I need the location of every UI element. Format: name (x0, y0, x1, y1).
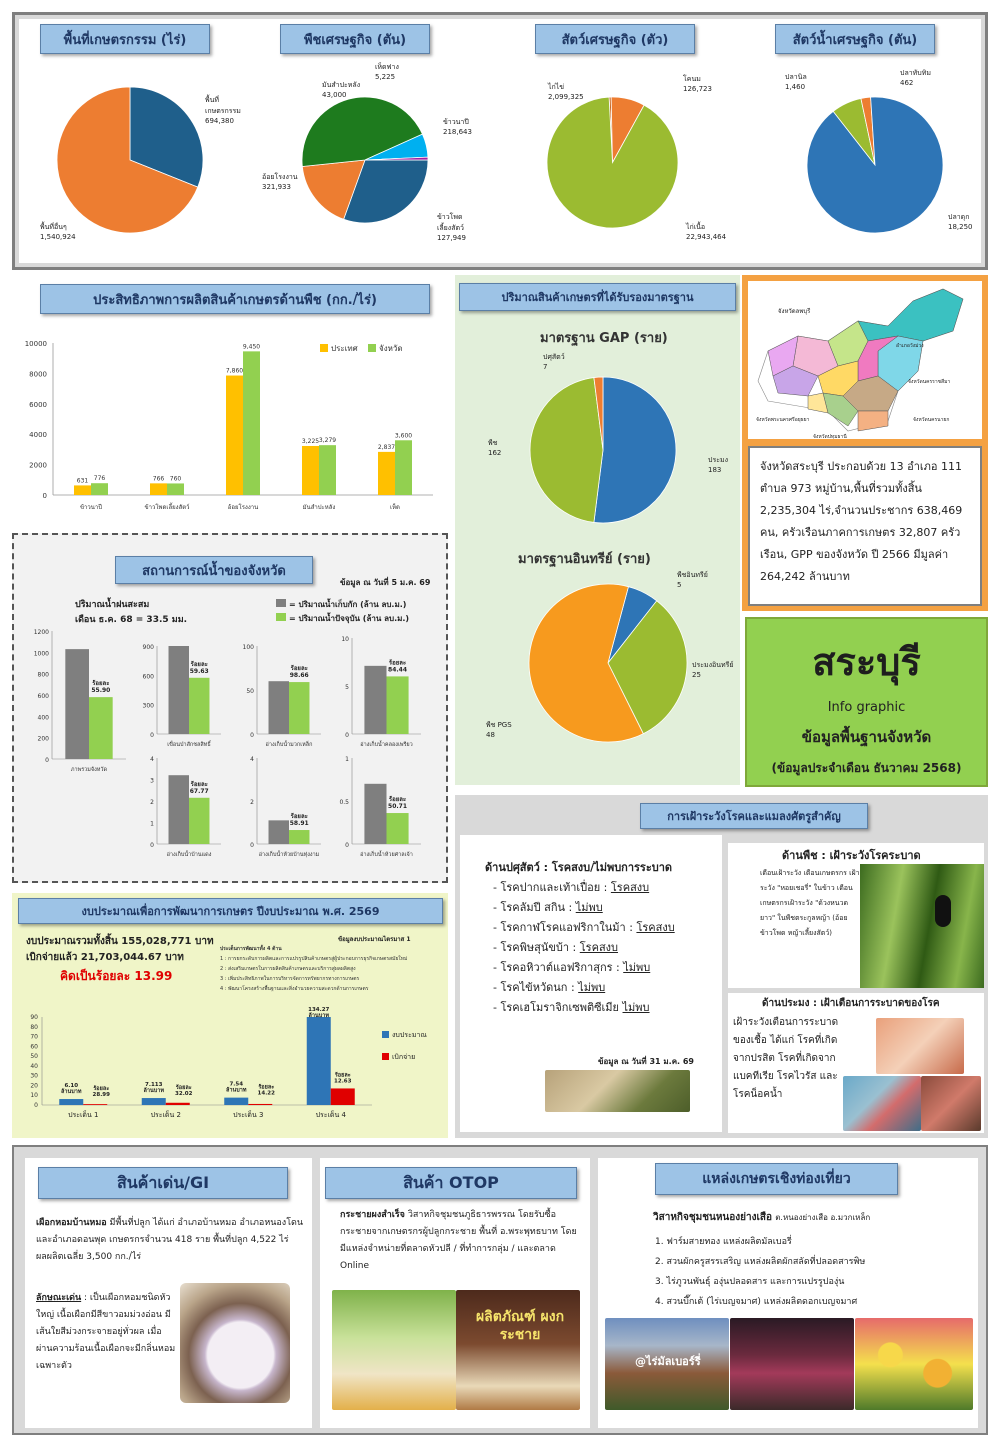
spent-bar (166, 1103, 190, 1105)
map-label-3: จังหวัดพระนครศรีอยุธยา (756, 417, 810, 423)
budget-category-label: ประเด็น 2 (150, 1111, 181, 1119)
bar-panel-title: ประสิทธิภาพการผลิตสินค้าเกษตรด้านพืช (กก./ไร่) (40, 284, 430, 314)
plant-text: เตือนเฝ้าระวัง เตือนเกษตรกร เฝ้าระวัง "หอยเชอรี่" ในข้าว เตือนเกษตรกรเฝ้าระวัง "ด้วงหนวดยาว" ในพืชตระกูลหญ้า (อ้อย ข้าวโพด หญ้าเลี้ยงสัตว์) (760, 869, 860, 937)
map-label-2: จังหวัดนครราชสีมา (908, 379, 951, 385)
legend-swatch (368, 344, 376, 352)
y-tick-label: 8000 (29, 370, 47, 379)
otop-title: สินค้า OTOP (325, 1167, 577, 1199)
pie-agri-area (55, 80, 205, 240)
water-storage-bar (169, 775, 189, 844)
water-current-bar (189, 678, 209, 734)
province-map (748, 281, 982, 439)
budget-value-label: 6.10 (64, 1083, 79, 1090)
disease-title: การเฝ้าระวังโรคและแมลงศัตรูสำคัญ (640, 803, 868, 829)
spent-pct-value: 32.02 (175, 1091, 193, 1098)
pie-gap (528, 375, 678, 525)
budget-y-tick: 20 (30, 1082, 38, 1090)
livestock-item: - โรคกาฬโรคแอฟริกาในม้า : โรคสงบ (493, 921, 675, 934)
bar-value-label: 766 (152, 475, 165, 483)
disease-date: ข้อมูล ณ วันที่ 31 ม.ค. 69 (598, 1057, 694, 1066)
water-tick: 0 (150, 732, 154, 739)
budget-unit-label: ล้านบาท (308, 1013, 329, 1019)
budget-legend-label: เบิกจ่าย (392, 1053, 416, 1061)
water-storage-bar (364, 666, 386, 734)
budget-value-label: 7.113 (145, 1082, 163, 1089)
pie1-title: พื้นที่เกษตรกรรม (ไร่) (40, 24, 210, 54)
otop-text: กระชายผงสำเร็จ วิสาหกิจชุมชนภูธิธารพรรณ โดยรับซื้อกระชายจากเกษตรกรผู้ปลูกกระชาย พื้นที่ อ.พระพุทธบาท โดยมีแหล่งจำหน่ายที่ตลาดหัวปลี / ที่ทำการกลุ่ม / และตลาด Online (340, 1210, 577, 1271)
budget-bar (59, 1099, 83, 1105)
budget-y-tick: 40 (30, 1062, 38, 1070)
water-pct-word: ร้อยละ (92, 680, 110, 688)
p3-lbl-layer: ไก่ไข่ 2,099,325 (548, 83, 584, 101)
fish-photo-3 (921, 1076, 981, 1131)
water-title: สถานการณ์น้ำของจังหวัด (115, 556, 313, 584)
legend-label: ประเทศ (331, 344, 358, 353)
map-box (748, 281, 982, 439)
pie-aquatic (805, 95, 945, 235)
water-pct-value: 50.71 (388, 803, 408, 811)
budget-unit-label: ล้านบาท (226, 1087, 247, 1094)
y-tick-label: 10000 (24, 340, 47, 348)
budget-legend-swatch (382, 1031, 389, 1038)
bar (150, 483, 167, 495)
water-tick: 200 (37, 735, 49, 743)
fish-photo-1 (876, 1018, 964, 1074)
water-current-bar (387, 813, 409, 844)
budget-y-tick: 30 (30, 1072, 38, 1080)
bar-value-label: 776 (93, 475, 106, 483)
crop-yield-bar-chart (15, 328, 445, 523)
budget-y-tick: 90 (30, 1014, 38, 1021)
x-category-label: ข้าวนาปี (79, 504, 103, 511)
pie-livestock (545, 95, 680, 230)
bar (243, 351, 260, 495)
water-date: ข้อมูล ณ วันที่ 5 ม.ค. 69 (340, 578, 431, 587)
gap-lbl-livestock: ปศุสัตว์ 7 (543, 353, 565, 371)
tour-head: วิสาหกิจชุมชนหนองย่างเสือ ต.หนองย่างเสือ อ.มวกเหล็ก (653, 1212, 871, 1223)
water-chart-label: อ่างเก็บน้ำห้วยศาลเจ้า (360, 852, 413, 858)
water-legend: = ปริมาณน้ำเก็บกัก (ล้าน ลบ.ม.) = ปริมาณน้ำปัจจุบัน (ล้าน ลบ.ม.) (276, 598, 409, 626)
pie2-title: พืชเศรษฐกิจ (ตัน) (280, 24, 430, 54)
water-tick: 1 (150, 820, 154, 828)
gap-lbl-fishery: ประมง 183 (708, 456, 728, 474)
water-pct-value: 55.90 (91, 687, 111, 695)
bar (74, 485, 91, 495)
budget-y-tick: 70 (30, 1033, 38, 1041)
p1-lbl-other: พื้นที่อื่นๆ 1,540,924 (40, 223, 76, 241)
water-tick: 100 (242, 644, 254, 651)
water-pct-word: ร้อยละ (388, 796, 407, 804)
budget-y-tick: 80 (30, 1023, 38, 1031)
bar (319, 445, 336, 495)
water-pct-word: ร้อยละ (290, 665, 308, 673)
gi-title: สินค้าเด่น/GI (38, 1167, 288, 1199)
water-tick: 1 (345, 756, 349, 763)
water-tick: 900 (142, 644, 154, 651)
map-label-1: จังหวัดลพบุรี (778, 308, 811, 315)
water-tick: 4 (250, 756, 254, 763)
budget-bar (224, 1098, 248, 1105)
y-tick-label: 4000 (29, 431, 47, 440)
water-tick: 1200 (33, 629, 49, 636)
water-tick: 800 (37, 671, 49, 679)
p2-lbl-mushroom: เห็ดฟาง 5,225 (375, 63, 399, 81)
aquatic-slice (807, 97, 943, 233)
water-tick: 300 (142, 702, 154, 710)
water-chart-huaysanchao (330, 752, 425, 860)
water-chart-label: อ่างเก็บน้ำมวกเหล็ก (265, 742, 313, 748)
budget-category-label: ประเด็น 3 (233, 1111, 264, 1119)
beetle-shape (935, 895, 951, 927)
spent-pct-word: ร้อยละ (175, 1085, 192, 1092)
water-storage-bar (65, 649, 89, 759)
water-chart-overall (30, 625, 130, 775)
budget-bar-chart (20, 995, 440, 1133)
spent-bar (83, 1104, 107, 1105)
bar (91, 483, 108, 495)
water-tick: 0 (250, 842, 254, 849)
p2-lbl-rice: ข้าวนาปี 218,643 (443, 118, 472, 136)
p4-lbl-catfish: ปลาดุก 18,250 (948, 213, 973, 231)
water-tick: 10 (341, 636, 349, 643)
livestock-item: - โรคพิษสุนัขบ้า : โรคสงบ (493, 941, 619, 954)
water-pct-word: ร้อยละ (190, 780, 208, 788)
x-category-label: มันสำปะหลัง (302, 504, 336, 511)
organic-title: มาตรฐานอินทรีย์ (ราย) (518, 552, 651, 567)
budget-title: งบประมาณเพื่อการพัฒนาการเกษตร ปีงบประมาณ พ.ศ. 2569 (18, 898, 443, 924)
gap-title: มาตรฐาน GAP (ราย) (540, 331, 668, 346)
p4-lbl-redtilapia: ปลาทับทิม 462 (900, 69, 931, 87)
water-pct-word: ร้อยละ (190, 660, 208, 668)
water-tick: 1000 (33, 650, 49, 658)
legend-swatch (320, 344, 328, 352)
gi-text: เผือกหอมบ้านหมอ มีพื้นที่ปลูก ได้แก่ อำเภอบ้านหมอ อำเภอหนองโดน และอำเภอดอนพุด เกษตรกรจำนวน 418 ราย พื้นที่ปลูก 4,522 ไร่ ผลผลิตเฉลี่ย 3,500 กก./ไร่ (36, 1218, 304, 1262)
otop-photo-caption: ผลิตภัณฑ์ ผงกระชาย (475, 1309, 565, 1343)
p3-lbl-broiler: ไก่เนื้อ 22,943,464 (686, 223, 727, 241)
bar (395, 440, 412, 495)
beetle-photo (860, 864, 984, 988)
spent-pct-word: ร้อยละ (334, 1072, 351, 1079)
water-tick: 0 (250, 732, 254, 739)
bar (226, 376, 243, 495)
water-tick: 3 (150, 777, 154, 785)
tour-photo-2 (730, 1318, 854, 1410)
livestock-item: - โรคอหิวาต์แอฟริกาสุกร : ไม่พบ (493, 961, 651, 974)
water-current-bar (289, 682, 309, 734)
livestock-item: - โรคปากและเท้าเปื่อย : โรคสงบ (493, 881, 650, 894)
map-label-0: อำเภอวังม่วง (896, 343, 924, 349)
gap-slice (530, 378, 603, 523)
p1-lbl-agri: พื้นที่ เกษตรกรรม 694,380 (205, 96, 241, 125)
water-current-bar (89, 697, 113, 759)
tour-title: แหล่งเกษตรเชิงท่องเที่ยว (655, 1163, 898, 1195)
fish-photo-2 (843, 1076, 921, 1131)
spent-pct-word: ร้อยละ (93, 1086, 110, 1093)
water-storage-bar (169, 646, 189, 734)
bar-value-label: 7,860 (225, 367, 244, 375)
y-tick-label: 0 (42, 492, 47, 500)
spent-pct-value: 14.22 (257, 1090, 275, 1097)
water-tick: 600 (142, 673, 154, 681)
water-pct-word: ร้อยละ (388, 659, 407, 667)
spent-bar (331, 1088, 355, 1105)
y-tick-label: 2000 (29, 461, 47, 470)
bar-value-label: 3,600 (394, 432, 413, 440)
water-storage-bar (364, 784, 386, 844)
water-tick: 4 (150, 756, 154, 763)
y-tick-label: 6000 (29, 400, 47, 409)
p3-lbl-dairy: โคนม 126,723 (683, 75, 712, 93)
pie-organic (527, 582, 689, 744)
org-lbl-pgs: พืช PGS 48 (486, 721, 512, 739)
org-lbl-plant: พืชอินทรีย์ 5 (677, 571, 708, 589)
map-label-4: จังหวัดนครนายก (913, 417, 950, 423)
water-tick: 2 (250, 799, 254, 806)
pie4-title: สัตว์น้ำเศรษฐกิจ (ตัน) (775, 24, 935, 54)
budget-total: งบประมาณรวมทั้งสิ้น 155,028,771 บาท (26, 936, 214, 947)
water-tick: 50 (246, 688, 254, 695)
bar-value-label: 3,279 (318, 437, 337, 445)
spent-bar (248, 1104, 272, 1105)
livestock-list (493, 878, 675, 1018)
water-pct-value: 59.63 (189, 667, 209, 675)
water-tick: 0 (345, 842, 349, 849)
water-tick: 5 (345, 684, 349, 691)
p2-lbl-cassava: มันสำปะหลัง 43,000 (322, 81, 361, 99)
water-chart-huaybanthung (235, 752, 325, 860)
water-chart-label: ภาพรวมจังหวัด (70, 767, 108, 773)
bar-value-label: 631 (76, 477, 89, 485)
water-chart-khlongphriao (330, 632, 425, 750)
budget-pct: คิดเป็นร้อยละ 13.99 (60, 969, 173, 983)
budget-y-tick: 0 (34, 1102, 38, 1109)
budget-source: ข้อมูลงบประมาณไตรมาส 1 (338, 936, 411, 943)
x-category-label: อ้อยโรงงาน (227, 504, 259, 511)
water-chart-label: อ่างเก็บน้ำคลองเพรียว (360, 742, 413, 748)
p2-lbl-maize: ข้าวโพด เลี้ยงสัตว์ 127,949 (437, 213, 466, 242)
water-tick: 0.5 (339, 799, 349, 806)
fish-text: เฝ้าระวังเตือนการระบาด ของเชื้อ ได้แก่ โรคที่เกิดจากปรสิต โรคที่เกิดจาก แบคทีเรีย โรคไวรัส และ โรคน็อคน้ำ (733, 1017, 839, 1100)
tour-photo-caption: @ไร่มัลเบอร์รี่ (635, 1355, 701, 1368)
plant-title: ด้านพืช : เฝ้าระวังโรคระบาด (782, 849, 921, 862)
water-pct-value: 98.66 (289, 672, 309, 680)
water-tick: 2 (150, 799, 154, 806)
water-current-bar (189, 798, 209, 844)
budget-spent: เบิกจ่ายแล้ว 21,703,044.67 บาท (26, 952, 184, 963)
banner-sub: Info graphic (827, 700, 906, 715)
water-tick: 400 (37, 714, 49, 722)
water-current-bar (387, 676, 409, 734)
spent-pct-word: ร้อยละ (258, 1084, 275, 1091)
water-current-bar (289, 830, 309, 844)
water-chart-bandaeng (135, 752, 225, 860)
water-pct-value: 84.44 (388, 666, 408, 674)
water-tick: 0 (345, 732, 349, 739)
budget-value-label: 7.54 (229, 1081, 244, 1088)
water-chart-pasak (135, 640, 225, 750)
budget-bar (142, 1098, 166, 1105)
tour-photo-3 (855, 1318, 973, 1410)
livestock-item: - โรคเฮโมราจิกเซพติซีเมีย ไม่พบ (493, 1001, 650, 1014)
water-pct-value: 58.91 (289, 820, 309, 828)
otop-photo-1 (332, 1290, 456, 1410)
province-info: จังหวัดสระบุรี ประกอบด้วย 13 อำเภอ 111 ตำบล 973 หมู่บ้าน,พื้นที่รวมทั้งสิ้น 2,235,304 ไร่,จำนวนประชากร 638,469 คน, ครัวเรือนภาคการเกษตร 32,807 ครัวเรือน, GPP ของจังหวัด ปี 2566 มีมูลค่า 264,242 ล้านบาท (748, 446, 982, 606)
livestock-item: - โรคไข้หวัดนก : ไม่พบ (493, 981, 606, 994)
water-storage-bar (269, 681, 289, 734)
budget-y-tick: 10 (30, 1092, 38, 1100)
pie-econ-crops (300, 95, 430, 225)
standards-title: ปริมาณสินค้าเกษตรที่ได้รับรองมาตรฐาน (459, 283, 736, 311)
water-tick: 0 (150, 842, 154, 849)
budget-unit-label: ล้านบาท (61, 1089, 82, 1096)
banner-line1: ข้อมูลพื้นฐานจังหวัด (801, 728, 932, 746)
x-category-label: ข้าวโพดเลี้ยงสัตว์ (144, 504, 190, 511)
fish-title: ด้านประมง : เฝ้าเตือนการระบาดของโรค (762, 998, 940, 1009)
spent-pct-value: 28.99 (92, 1092, 110, 1099)
bar (378, 452, 395, 495)
budget-legend-label: งบประมาณ (392, 1031, 427, 1039)
budget-y-tick: 50 (30, 1053, 38, 1061)
budget-unit-label: ล้านบาท (143, 1088, 164, 1095)
water-pct-value: 67.77 (189, 787, 209, 795)
bar-value-label: 3,225 (301, 437, 320, 445)
water-chart-muaklek (235, 640, 325, 750)
budget-issues: ประเด็นการพัฒนาทั้ง 4 ด้าน 1 : การยกระดับการผลิตและการแปรรูปสินค้าเกษตรสู่ผู้ประกอบการธุรกิจเกษตรสมัยใหม่ 2 : ส่งเสริมเกษตรในการผลิตสินค้าเกษตรและบริการสู่ผลผลิตสูง 3 : เพิ่มประสิทธิภาพในการบริหารจัดการทรัพยากรทางการเกษตร 4 : พัฒนาโครงสร้างพื้นฐานและสิ่งอำนวยความสะดวกด้านการเกษตร (220, 946, 408, 992)
budget-category-label: ประเด็น 4 (315, 1111, 346, 1119)
tour-list: 1. ฟาร์มสายทอง แหล่งผลิตมัลเบอรี่ 2. สวนผักครูสรรเสริญ แหล่งผลิตผักสลัดที่ปลอดสารพิษ 3. ไร่ภูวนพันธุ์ องุ่นปลอดสาร และการแปรรูปองุ่น 4. สวนบึ๊กเต้ (ไร่เบญจมาศ) แหล่งผลิตดอกเบญจมาศ (655, 1237, 866, 1307)
gap-slice (594, 377, 676, 523)
rain-info: ปริมาณน้ำฝนสะสม เดือน ธ.ค. 68 = 33.5 มม. (75, 600, 188, 625)
p2-lbl-sugarcane: อ้อยโรงงาน 321,933 (262, 173, 298, 191)
bar-value-label: 2,837 (377, 443, 396, 451)
banner (745, 617, 988, 787)
bar-value-label: 760 (169, 475, 182, 483)
budget-bar (307, 1017, 331, 1105)
x-category-label: เห็ด (390, 504, 400, 511)
pie3-title: สัตว์เศรษฐกิจ (ตัว) (535, 24, 695, 54)
cow-photo (545, 1070, 690, 1112)
bar-value-label: 9,450 (242, 343, 261, 351)
bar (167, 483, 184, 495)
spent-pct-value: 12.63 (334, 1078, 352, 1085)
banner-name: สระบุรี (812, 640, 921, 684)
livestock-item: - โรคลัมปี สกิน : ไม่พบ (493, 901, 603, 914)
budget-y-tick: 60 (30, 1043, 38, 1051)
water-chart-label: เขื่อนป่าสักชลสิทธิ์ (167, 742, 211, 748)
org-lbl-fishery: ประมงอินทรีย์ 25 (692, 661, 734, 679)
water-chart-label: อ่างเก็บน้ำบ้านแดง (166, 852, 212, 858)
livestock-title: ด้านปศุสัตว์ : โรคสงบ/ไม่พบการระบาด (485, 861, 673, 874)
taro-photo (180, 1283, 290, 1403)
budget-category-label: ประเด็น 1 (68, 1111, 99, 1119)
bar (302, 446, 319, 495)
map-label-5: จังหวัดปทุมธานี (813, 434, 847, 439)
banner-line2: (ข้อมูลประจำเดือน ธันวาคม 2568) (771, 761, 962, 775)
p4-lbl-tilapia: ปลานิล 1,460 (785, 73, 807, 91)
water-tick: 600 (37, 693, 49, 700)
budget-legend-swatch (382, 1053, 389, 1060)
water-tick: 0 (45, 757, 49, 764)
gi-feature: ลักษณะเด่น : เป็นเผือกหอมชนิดหัวใหญ่ เนื้อเผือกมีสีขาวอมม่วงอ่อน มีเส้นใยสีม่วงกระจายอยู่ทั่วผล เมื่อผ่านความร้อนเนื้อเผือกจะมีกลิ่นหอมเฉพาะตัว (36, 1293, 176, 1371)
budget-value-label: 134.27 (308, 1007, 330, 1013)
gap-lbl-plant: พืช 162 (488, 439, 502, 457)
legend-label: จังหวัด (379, 344, 403, 353)
water-chart-label: อ่างเก็บน้ำห้วยบ้านทุ่งงาม (258, 852, 320, 858)
water-pct-word: ร้อยละ (290, 813, 308, 821)
water-storage-bar (269, 820, 289, 844)
